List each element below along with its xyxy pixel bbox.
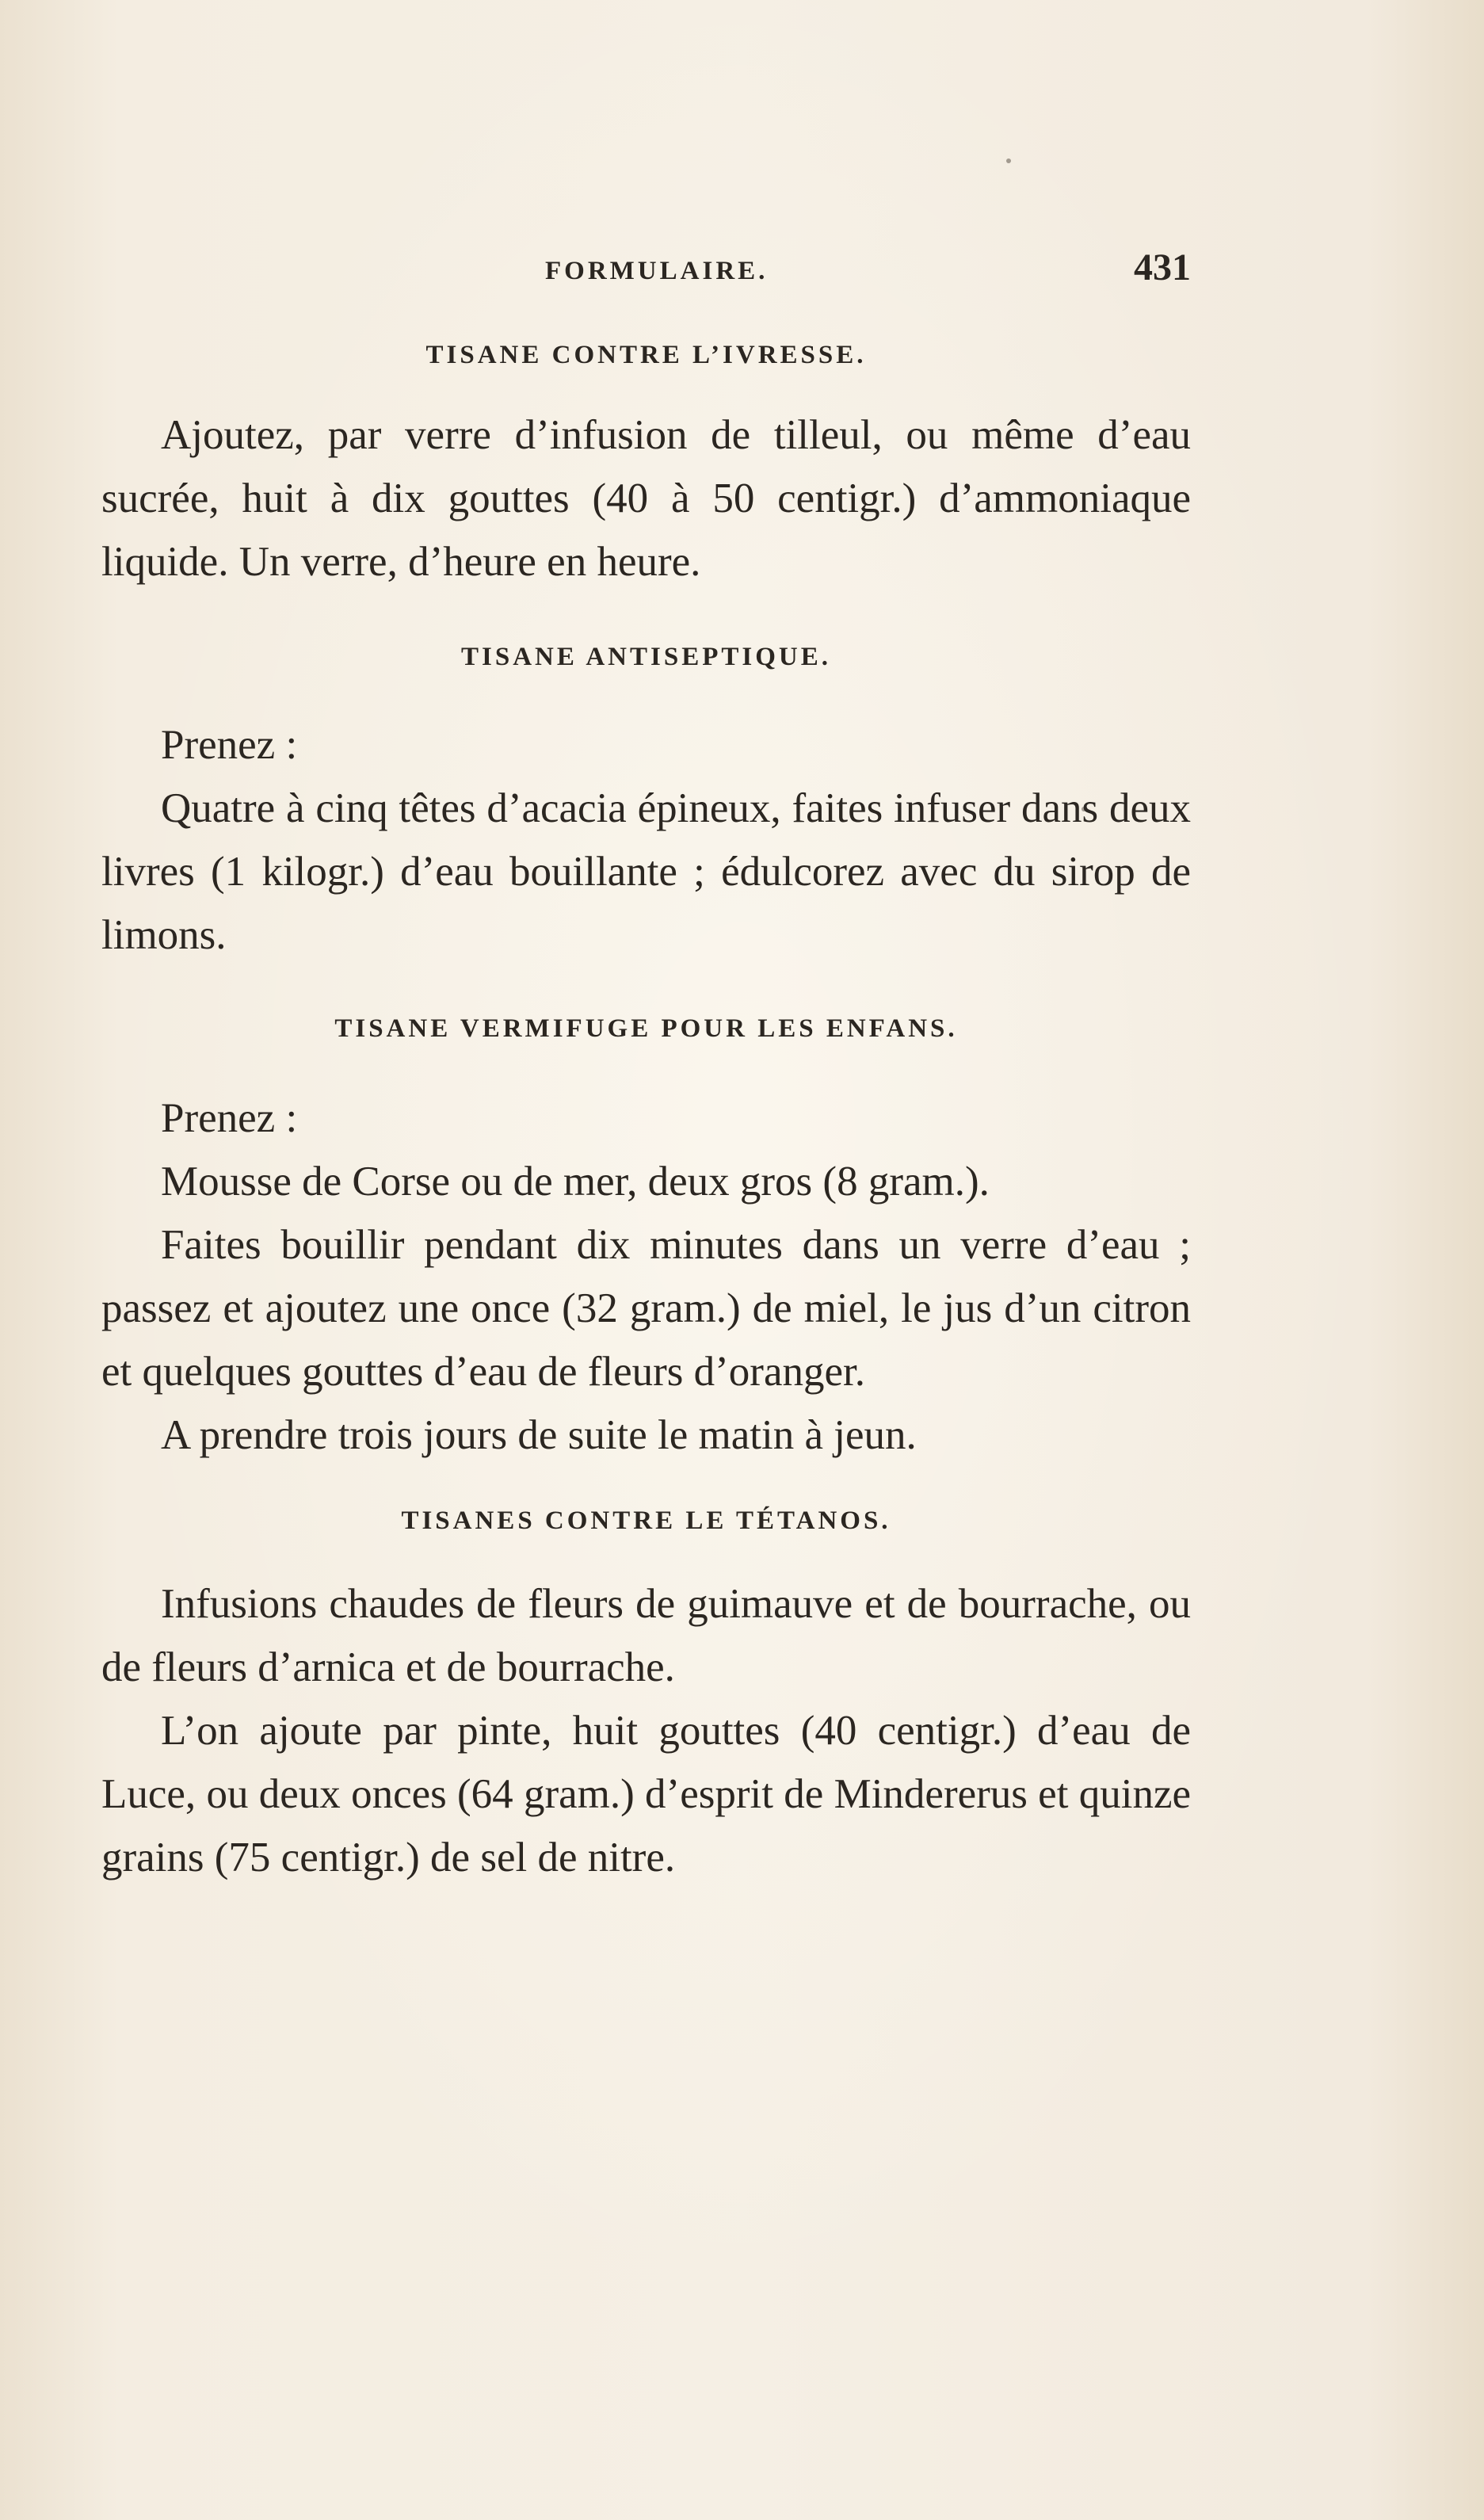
section-title-vermifuge: TISANE VERMIFUGE POUR LES ENFANS. — [334, 1014, 958, 1043]
running-head — [101, 246, 1191, 309]
paper-speck — [1006, 158, 1011, 163]
paragraph: Ajoutez, par verre d’infusion de tilleul, ou même d’eau sucrée, huit à dix gouttes (40 à 50 centigr.) d’ammoniaque liquide. Un verre, d’heure en heure. — [101, 412, 1191, 585]
section-title-tetanos: TISANES CONTRE LE TÉTANOS. — [401, 1506, 891, 1535]
text-block — [101, 246, 1191, 1889]
paragraph: Quatre à cinq têtes d’acacia épineux, faites infuser dans deux livres (1 kilogr.) d’eau bouillante ; édulcorez avec du sirop de limons. — [101, 785, 1191, 958]
section-title-ivresse: TISANE CONTRE L’IVRESSE. — [425, 341, 867, 369]
running-title: FORMULAIRE. — [545, 257, 769, 285]
paragraph: L’on ajoute par pinte, huit gouttes (40 centigr.) d’eau de Luce, ou deux onces (64 gram.) d’esprit de Mindererus et quinze grains (75 centigr.) de sel de nitre. — [101, 1708, 1191, 1880]
paragraph: Infusions chaudes de fleurs de guimauve et de bourrache, ou de fleurs d’arnica et de bourrache. — [101, 1581, 1191, 1690]
page-number: 431 — [1134, 246, 1191, 288]
paragraph: A prendre trois jours de suite le matin à jeun. — [161, 1412, 917, 1458]
paragraph: Mousse de Corse ou de mer, deux gros (8 gram.). — [161, 1159, 990, 1205]
paragraph: Prenez : — [161, 1095, 298, 1141]
section-title-antiseptique: TISANE ANTISEPTIQUE. — [461, 643, 831, 671]
paragraph: Faites bouillir pendant dix minutes dans un verre d’eau ; passez et ajoutez une once (32 gram.) de miel, le jus d’un citron et quelques gouttes d’eau de fleurs d’oranger. — [101, 1222, 1191, 1395]
paragraph: Prenez : — [161, 722, 298, 768]
